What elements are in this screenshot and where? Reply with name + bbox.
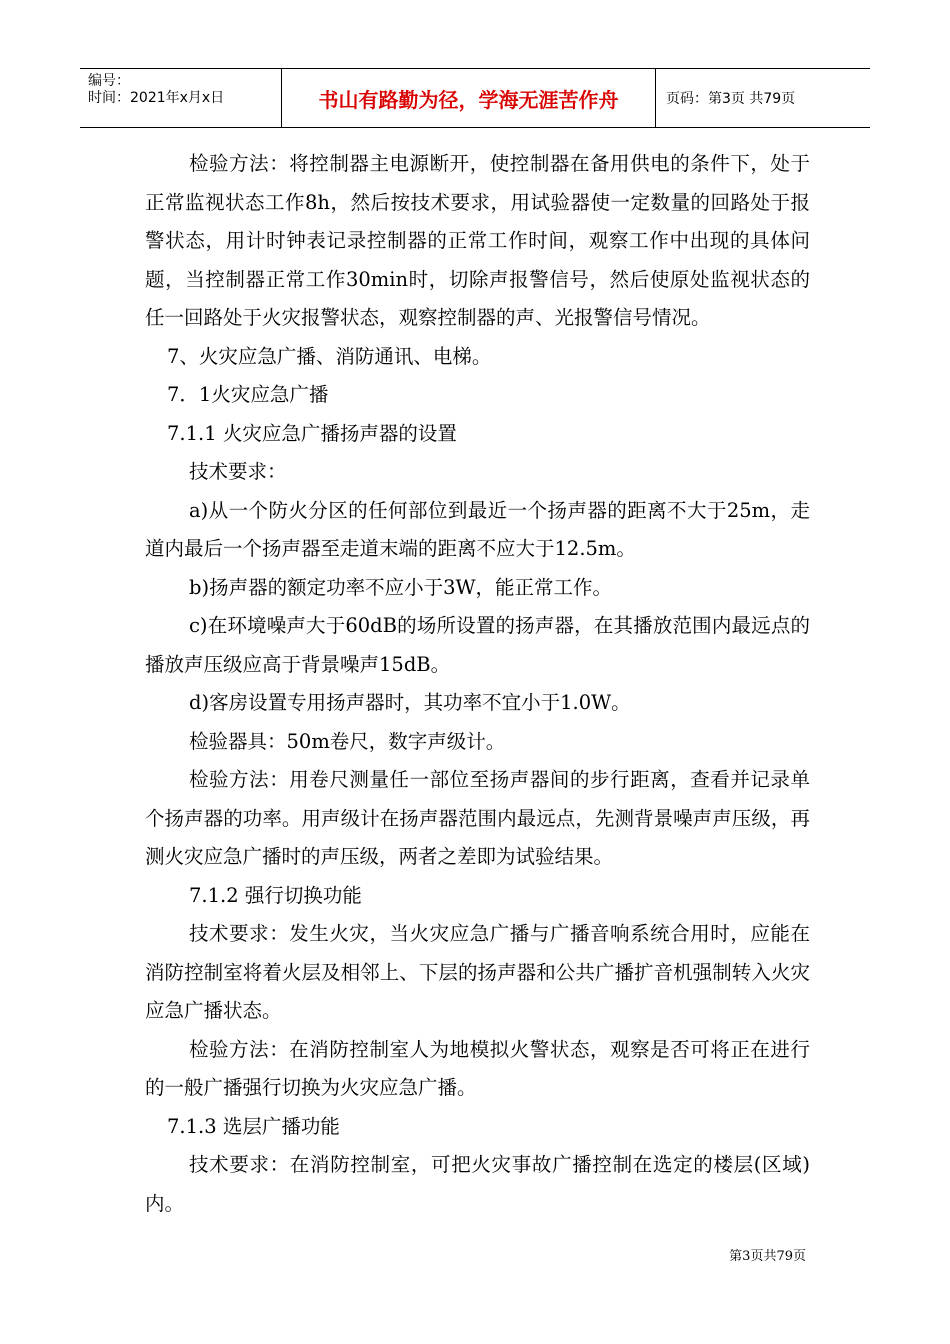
paragraph-requirement-c: c)在环境噪声大于60dB的场所设置的扬声器，在其播放范围内最远点的播放声压级应高于背景噪声15dB。	[145, 614, 810, 676]
header-page-info: 页码：第3页 共79页	[666, 91, 796, 107]
section-heading-7-1-1: 7.1.1 火灾应急广播扬声器的设置	[167, 421, 457, 445]
section-heading-7-1-2: 7.1.2 强行切换功能	[189, 883, 362, 907]
paragraph-inspection-method-1: 检验方法：将控制器主电源断开，使控制器在备用供电的条件下，处于正常监视状态工作8h，然后按技术要求，用试验器使一定数量的回路处于报警状态，用计时钟表记录控制器的正常工作时间，观察工作中出现的具体问题，当控制器正常工作30min时，切除声报警信号，然后使原处监视状态的任一回路处于火灾报警状态，观察控制器的声、光报警信号情况。	[145, 152, 810, 329]
header-time-label: 时间：2021年x月x日	[88, 90, 225, 106]
section-heading-7: 7、火灾应急广播、消防通讯、电梯。	[167, 344, 492, 368]
paragraph-requirement-b: b)扬声器的额定功率不应小于3W，能正常工作。	[189, 575, 613, 599]
paragraph-switch-requirements: 技术要求：发生火灾，当火灾应急广播与广播音响系统合用时，应能在消防控制室将着火层及相邻上、下层的扬声器和公共广播扩音机强制转入火灾应急广播状态。	[145, 922, 810, 1022]
paragraph-requirement-a: a)从一个防火分区的任何部位到最近一个扬声器的距离不大于25m，走道内最后一个扬声器至走道末端的距离不应大于12.5m。	[145, 498, 810, 560]
paragraph-requirement-d: d)客房设置专用扬声器时，其功率不宜小于1.0W。	[189, 691, 631, 714]
document-body	[145, 145, 810, 1223]
header-motto: 书山有路勤为径，学海无涯苦作舟	[282, 69, 656, 127]
paragraph-switch-method: 检验方法：在消防控制室人为地模拟火警状态，观察是否可将正在进行的一般广播强行切换为火灾应急广播。	[145, 1037, 810, 1099]
header-meta	[80, 69, 282, 127]
section-heading-7-1-3: 7.1.3 选层广播功能	[167, 1114, 340, 1138]
paragraph-tech-requirements-label: 技术要求：	[189, 460, 287, 483]
paragraph-floor-select-requirements: 技术要求：在消防控制室，可把火灾事故广播控制在选定的楼层(区域)内。	[145, 1153, 810, 1215]
section-heading-7-1: 7．1火灾应急广播	[167, 383, 329, 406]
page-footer: 第3页共79页	[729, 1249, 806, 1264]
header-number-label: 编号：	[88, 73, 130, 89]
paragraph-inspection-method-2: 检验方法：用卷尺测量任一部位至扬声器间的步行距离，查看并记录单个扬声器的功率。用声级计在扬声器范围内最远点，先测背景噪声声压级，再测火灾应急广播时的声压级，两者之差即为试验结果。	[145, 768, 810, 868]
paragraph-inspection-tools: 检验器具：50m卷尺，数字声级计。	[189, 729, 506, 753]
page-header	[80, 68, 870, 128]
